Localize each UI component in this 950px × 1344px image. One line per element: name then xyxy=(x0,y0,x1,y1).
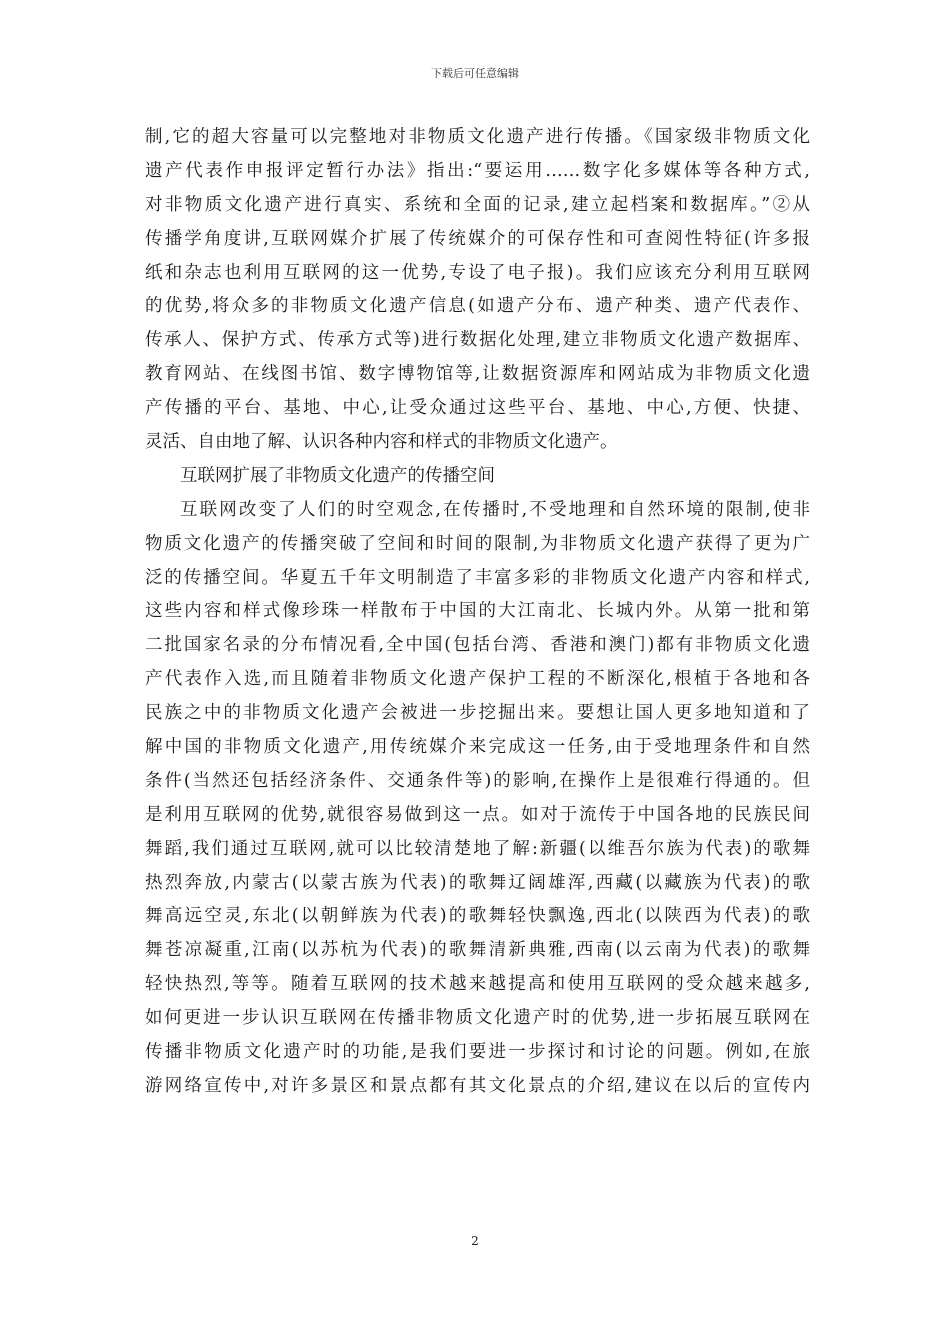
text-line: 互联网改变了人们的时空观念,在传播时,不受地理和自然环境的限制,使非 xyxy=(180,499,810,520)
text-line: 遗产代表作申报评定暂行办法》指出:“要运用……数字化多媒体等各种方式, xyxy=(145,160,810,181)
document-body xyxy=(145,121,810,1104)
text-line: 如何更进一步认识互联网在传播非物质文化遗产时的优势,进一步拓展互联网在 xyxy=(145,1008,810,1029)
page-header: 下载后可任意编辑 xyxy=(431,67,519,80)
text-line: 是利用互联网的优势,就很容易做到这一点。如对于流传于中国各地的民族民间 xyxy=(145,804,810,825)
text-line: 教育网站、在线图书馆、数字博物馆等,让数据资源库和网站成为非物质文化遗 xyxy=(145,364,810,385)
text-line: 制,它的超大容量可以完整地对非物质文化遗产进行传播。《国家级非物质文化 xyxy=(145,127,810,147)
text-line: 舞高远空灵,东北(以朝鲜族为代表)的歌舞轻快飘逸,西北(以陕西为代表)的歌 xyxy=(145,906,810,927)
text-line: 传播非物质文化遗产时的功能,是我们要进一步探讨和讨论的问题。例如,在旅 xyxy=(145,1042,810,1063)
text-line: 舞苍凉凝重,江南(以苏杭为代表)的歌舞清新典雅,西南(以云南为代表)的歌舞 xyxy=(145,940,810,961)
text-line: 游网络宣传中,对许多景区和景点都有其文化景点的介绍,建议在以后的宣传内 xyxy=(145,1075,810,1096)
text-line: 纸和杂志也利用互联网的这一优势,专设了电子报)。我们应该充分利用互联网 xyxy=(145,262,810,283)
text-line: 解中国的非物质文化遗产,用传统媒介来完成这一任务,由于受地理条件和自然 xyxy=(145,737,810,758)
text-line: 条件(当然还包括经济条件、交通条件等)的影响,在操作上是很难行得通的。但 xyxy=(145,770,810,791)
text-line: 传播学角度讲,互联网媒介扩展了传统媒介的可保存性和可查阅性特征(许多报 xyxy=(145,228,810,249)
text-line: 泛的传播空间。华夏五千年文明制造了丰富多彩的非物质文化遗产内容和样式, xyxy=(145,567,810,588)
text-line: 灵活、自由地了解、认识各种内容和样式的非物质文化遗产。 xyxy=(145,432,618,453)
section-heading xyxy=(145,460,810,494)
text-line: 对非物质文化遗产进行真实、系统和全面的记录,建立起档案和数据库。”②从 xyxy=(145,194,810,215)
text-line: 的优势,将众多的非物质文化遗产信息(如遗产分布、遗产种类、遗产代表作、 xyxy=(145,296,810,317)
text-line: 传承人、保护方式、传承方式等)进行数据化处理,建立非物质文化遗产数据库、 xyxy=(145,330,810,351)
text-line: 二批国家名录的分布情况看,全中国(包括台湾、香港和澳门)都有非物质文化遗 xyxy=(145,635,810,656)
heading-line: 互联网扩展了非物质文化遗产的传播空间 xyxy=(180,465,495,486)
text-line: 产代表作入选,而且随着非物质文化遗产保护工程的不断深化,根植于各地和各 xyxy=(145,669,810,690)
text-line: 热烈奔放,内蒙古(以蒙古族为代表)的歌舞辽阔雄浑,西藏(以藏族为代表)的歌 xyxy=(145,872,810,893)
text-line: 民族之中的非物质文化遗产会被进一步挖掘出来。要想让国人更多地知道和了 xyxy=(145,703,810,724)
page-number: 2 xyxy=(471,1234,479,1248)
paragraph-1 xyxy=(145,121,810,460)
text-line: 这些内容和样式像珍珠一样散布于中国的大江南北、长城内外。从第一批和第 xyxy=(145,601,810,622)
paragraph-2 xyxy=(145,494,810,1104)
text-line: 产传播的平台、基地、中心,让受众通过这些平台、基地、中心,方便、快捷、 xyxy=(145,398,810,419)
text-line: 物质文化遗产的传播突破了空间和时间的限制,为非物质文化遗产获得了更为广 xyxy=(145,533,810,554)
text-line: 舞蹈,我们通过互联网,就可以比较清楚地了解:新疆(以维吾尔族为代表)的歌舞 xyxy=(145,838,810,859)
text-line: 轻快热烈,等等。随着互联网的技术越来越提高和使用互联网的受众越来越多, xyxy=(145,974,810,995)
